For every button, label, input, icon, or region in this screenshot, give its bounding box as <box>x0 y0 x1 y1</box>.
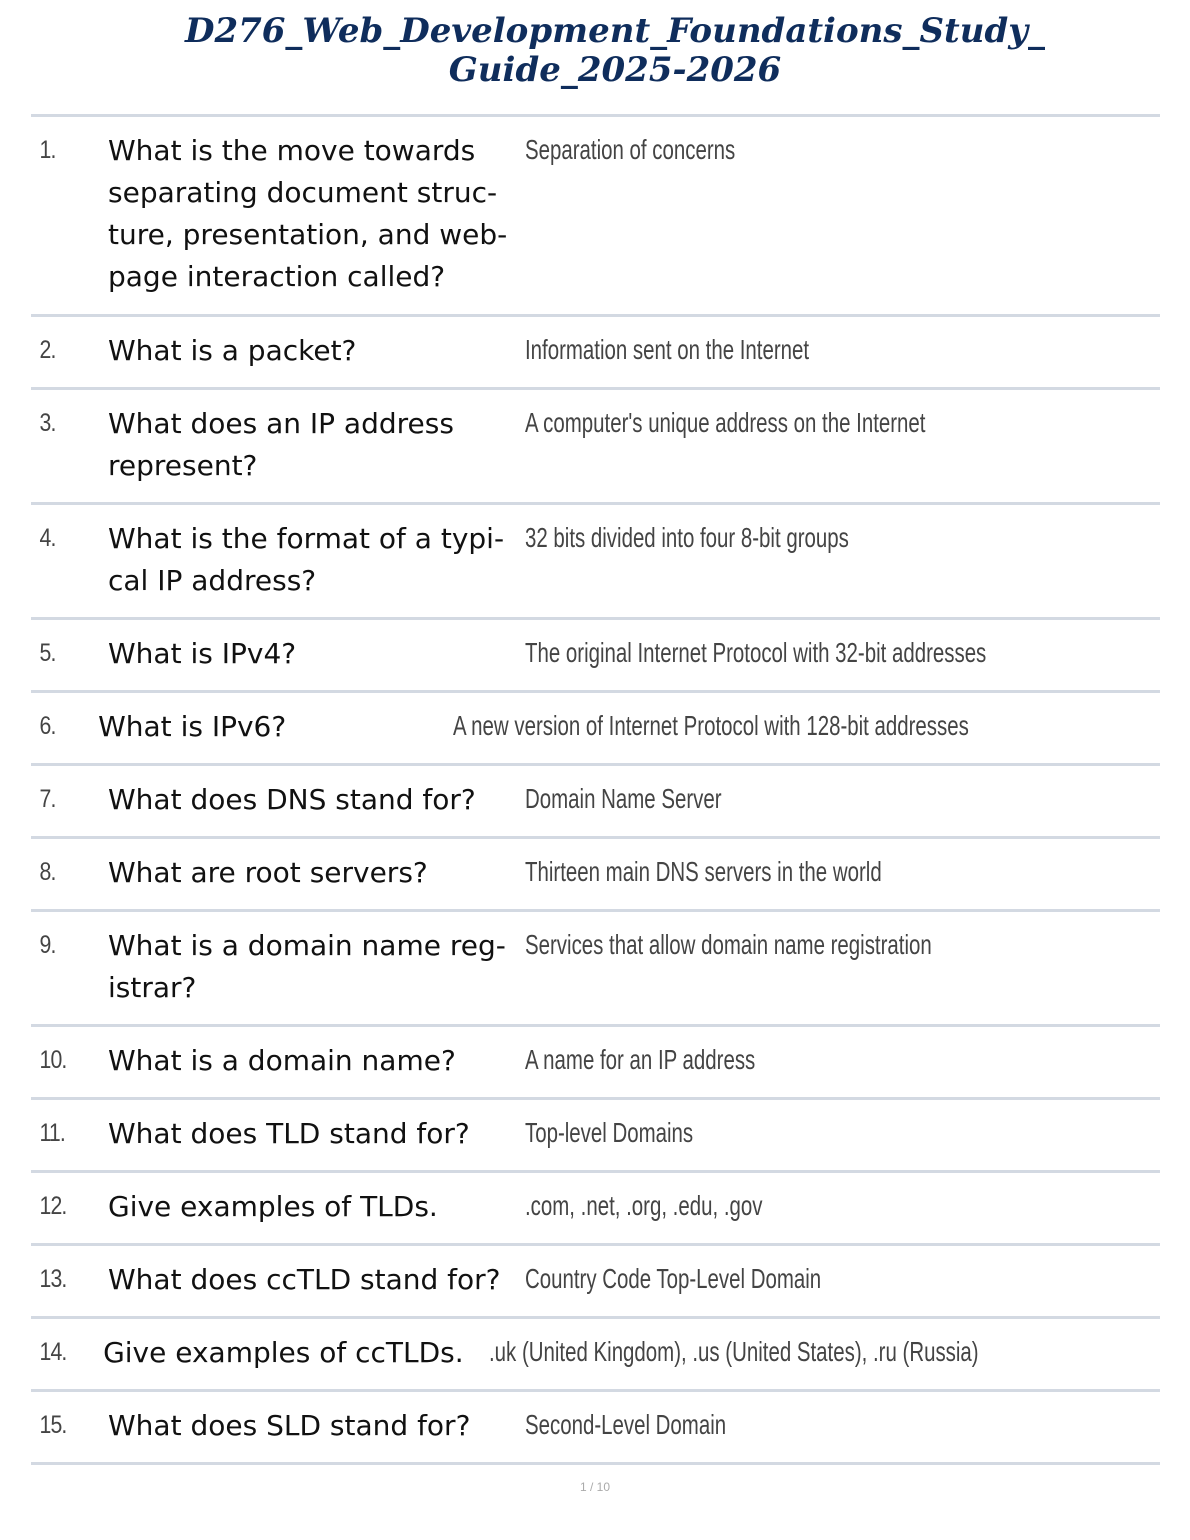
question-text <box>108 839 525 894</box>
question-number: 1. <box>39 136 56 164</box>
question-number: 14. <box>39 1338 67 1366</box>
qa-row <box>31 620 1160 693</box>
document-title <box>0 12 1190 90</box>
qa-row <box>31 390 1160 505</box>
question-number: 3. <box>39 409 56 437</box>
question-number: 6. <box>39 712 56 740</box>
question-line: represent? <box>108 449 258 482</box>
qa-table <box>31 114 1160 1465</box>
answer-text: Top-level Domains <box>525 1117 694 1148</box>
question-text <box>108 1173 525 1228</box>
answer-text: Thirteen main DNS servers in the world <box>525 856 882 887</box>
question-line: page interaction called? <box>108 260 446 293</box>
question-line: What is the format of a typi- <box>108 522 505 555</box>
question-line: istrar? <box>108 971 197 1004</box>
question-text <box>108 1100 525 1155</box>
question-line: What is a domain name reg- <box>108 929 506 962</box>
question-text <box>108 1246 525 1301</box>
answer-text: Second-Level Domain <box>525 1409 727 1440</box>
question-text <box>108 620 525 675</box>
question-number: 12. <box>39 1192 67 1220</box>
question-number: 4. <box>39 524 56 552</box>
answer-text: A name for an IP address <box>525 1044 756 1075</box>
question-line: ture, presentation, and web- <box>108 218 508 251</box>
question-line: What does TLD stand for? <box>108 1117 470 1150</box>
question-number: 9. <box>39 931 56 959</box>
question-text <box>108 505 525 602</box>
answer-text: Domain Name Server <box>525 783 722 814</box>
question-number: 7. <box>39 785 56 813</box>
question-number: 2. <box>39 336 56 364</box>
question-text <box>108 1392 525 1447</box>
question-number: 15. <box>39 1411 67 1439</box>
qa-row <box>31 317 1160 390</box>
qa-row <box>31 1173 1160 1246</box>
qa-row <box>31 693 1160 766</box>
answer-text: 32 bits divided into four 8-bit groups <box>525 522 849 553</box>
question-line: What is IPv4? <box>108 637 297 670</box>
answer-text: .uk (United Kingdom), .us (United States), .ru (Russia) <box>489 1336 979 1367</box>
answer-text: The original Internet Protocol with 32-bit addresses <box>525 637 987 668</box>
question-line: separating document struc- <box>108 176 498 209</box>
question-line: What is IPv6? <box>98 710 287 743</box>
question-line: What does DNS stand for? <box>108 783 476 816</box>
question-number: 10. <box>39 1046 67 1074</box>
qa-row <box>31 839 1160 912</box>
answer-text: Separation of concerns <box>525 134 736 165</box>
qa-row <box>31 912 1160 1027</box>
answer-text: Information sent on the Internet <box>525 334 810 365</box>
answer-text: A computer's unique address on the Internet <box>525 407 926 438</box>
question-line: What is a packet? <box>108 334 357 367</box>
qa-row <box>31 1100 1160 1173</box>
qa-row <box>31 117 1160 317</box>
qa-row <box>31 1027 1160 1100</box>
qa-row <box>31 766 1160 839</box>
document-title-line-2: Guide_2025-2026 <box>448 50 782 90</box>
question-line: What is a domain name? <box>108 1044 456 1077</box>
qa-row <box>31 1319 1160 1392</box>
question-text <box>108 912 525 1009</box>
question-number: 5. <box>39 639 56 667</box>
question-text <box>98 693 453 748</box>
answer-text: Services that allow domain name registration <box>525 929 932 960</box>
question-line: Give examples of ccTLDs. <box>103 1336 464 1369</box>
question-text <box>103 1319 489 1374</box>
question-number: 13. <box>39 1265 67 1293</box>
question-line: Give examples of TLDs. <box>108 1190 438 1223</box>
question-text <box>108 390 525 487</box>
question-line: What is the move towards <box>108 134 476 167</box>
page-indicator: 1 / 10 <box>579 1480 611 1494</box>
question-text <box>108 317 525 372</box>
question-line: cal IP address? <box>108 564 317 597</box>
qa-row <box>31 505 1160 620</box>
question-text <box>108 766 525 821</box>
question-number: 8. <box>39 858 56 886</box>
answer-text: A new version of Internet Protocol with 128-bit addresses <box>453 710 970 741</box>
question-line: What are root servers? <box>108 856 428 889</box>
document-title-line-1: D276_Web_Development_Foundations_Study_ <box>184 11 1046 51</box>
qa-row <box>31 1392 1160 1465</box>
question-line: What does an IP address <box>108 407 454 440</box>
qa-row <box>31 1246 1160 1319</box>
question-line: What does ccTLD stand for? <box>108 1263 501 1296</box>
question-text <box>108 117 525 298</box>
question-text <box>108 1027 525 1082</box>
answer-text: Country Code Top-Level Domain <box>525 1263 822 1294</box>
question-number: 11. <box>39 1119 65 1147</box>
question-line: What does SLD stand for? <box>108 1409 471 1442</box>
answer-text: .com, .net, .org, .edu, .gov <box>525 1190 763 1221</box>
